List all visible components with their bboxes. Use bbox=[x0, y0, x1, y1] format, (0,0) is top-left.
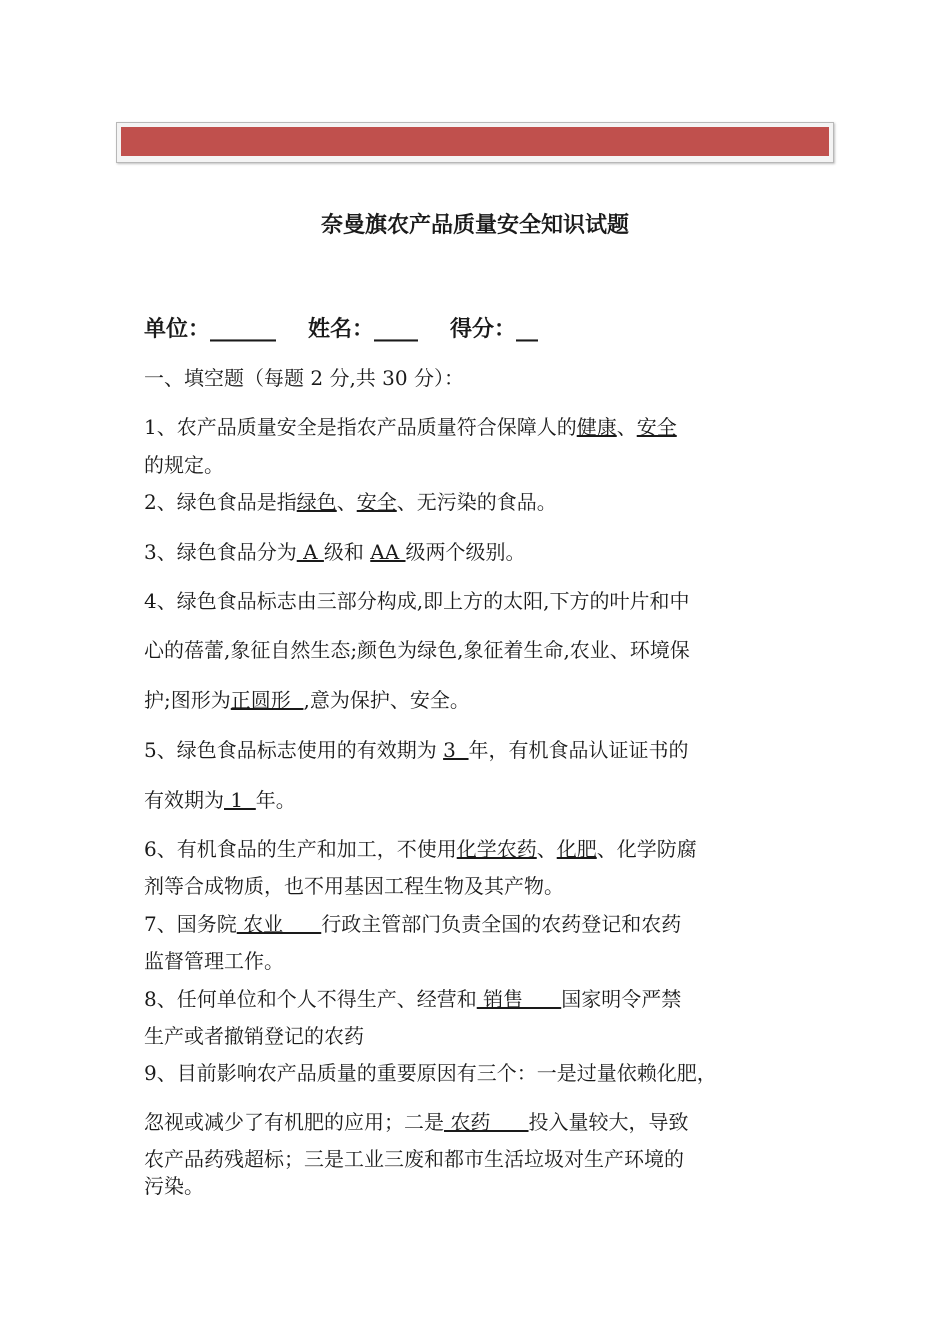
q3-sep: 级和 bbox=[323, 540, 371, 564]
q2-answer-1: 绿色 bbox=[296, 490, 337, 514]
question-5-line-1 bbox=[144, 734, 814, 763]
q1-text: 1、农产品质量安全是指农产品质量符合保障人的 bbox=[144, 415, 577, 439]
question-1 bbox=[144, 411, 814, 440]
question-4-line-3 bbox=[144, 684, 814, 713]
unit-label: 单位： bbox=[144, 317, 211, 342]
q8-answer: 销售 bbox=[476, 987, 562, 1011]
q5-mid: 年，有机食品认证证书的 bbox=[468, 738, 689, 762]
score-blank: __ bbox=[516, 317, 539, 342]
q2-text: 2、绿色食品是指 bbox=[144, 490, 297, 514]
q1-answer-2: 安全 bbox=[636, 415, 677, 439]
q7-tail: 行政主管部门负责全国的农药登记和农药 bbox=[321, 912, 682, 936]
page-title: 奈曼旗农产品质量安全知识试题 bbox=[320, 213, 629, 238]
question-9-line-1: 9、目前影响农产品质量的重要原因有三个：一是过量依赖化肥， bbox=[144, 1061, 717, 1085]
q3-tail: 级两个级别。 bbox=[405, 540, 526, 564]
q9-text: 忽视或减少了有机肥的应用；二是 bbox=[144, 1110, 444, 1134]
q8-tail: 国家明令严禁 bbox=[561, 987, 682, 1011]
question-1-cont: 的规定。 bbox=[144, 453, 224, 477]
question-3 bbox=[144, 536, 814, 565]
q4-text: 护;图形为 bbox=[144, 688, 231, 712]
q7-text: 7、国务院 bbox=[144, 912, 237, 936]
q5-text: 5、绿色食品标志使用的有效期为 bbox=[144, 738, 444, 762]
question-9-line-4: 污染。 bbox=[144, 1174, 204, 1198]
name-blank: ____ bbox=[374, 317, 419, 342]
question-7-line-2: 监督管理工作。 bbox=[144, 949, 284, 973]
q2-tail: 、无污染的食品。 bbox=[396, 490, 557, 514]
question-8-line-2: 生产或者撤销登记的农药 bbox=[144, 1024, 364, 1048]
question-4-line-1: 4、绿色食品标志由三部分构成,即上方的太阳,下方的叶片和中 bbox=[144, 589, 690, 613]
score-label: 得分： bbox=[450, 317, 517, 342]
q1-answer-1: 健康 bbox=[576, 415, 617, 439]
q8-text: 8、任何单位和个人不得生产、经营和 bbox=[144, 987, 477, 1011]
question-9-line-3: 农产品药残超标；三是工业三废和都市生活垃圾对生产环境的 bbox=[144, 1147, 684, 1171]
q5-text-2: 有效期为 bbox=[144, 788, 224, 812]
q3-answer-2: AA bbox=[370, 540, 406, 564]
question-2 bbox=[144, 486, 814, 515]
q2-sep: 、 bbox=[336, 490, 357, 514]
question-7-line-1 bbox=[144, 908, 814, 937]
question-5-line-2 bbox=[144, 784, 814, 813]
q4-tail: ,意为保护、安全。 bbox=[303, 688, 470, 712]
q9-answer: 农药 bbox=[444, 1110, 529, 1134]
unit-blank: ______ bbox=[210, 317, 277, 342]
q6-answer-2: 化肥 bbox=[556, 837, 597, 861]
q6-text: 6、有机食品的生产和加工，不使用 bbox=[144, 837, 457, 861]
name-label: 姓名： bbox=[308, 317, 375, 342]
header-banner-bar bbox=[121, 127, 829, 156]
q9-tail: 投入量较大，导致 bbox=[528, 1110, 689, 1134]
q3-text: 3、绿色食品分为 bbox=[144, 540, 297, 564]
q5-answer-2: 1 bbox=[224, 788, 256, 812]
q7-answer: 农业 bbox=[236, 912, 322, 936]
question-6-line-1 bbox=[144, 833, 814, 862]
q3-answer-1: A bbox=[296, 540, 324, 564]
q5-tail: 年。 bbox=[255, 788, 296, 812]
question-6-line-2: 剂等合成物质，也不用基因工程生物及其产物。 bbox=[144, 874, 564, 898]
question-4-line-2: 心的蓓蕾,象征自然生态;颜色为绿色,象征着生命,农业、环境保 bbox=[144, 638, 690, 662]
q2-answer-2: 安全 bbox=[356, 490, 397, 514]
section-heading: 一、填空题（每题 2 分,共 30 分）： bbox=[144, 366, 464, 390]
header-banner bbox=[116, 122, 834, 163]
question-8-line-1 bbox=[144, 983, 814, 1012]
q6-answer-1: 化学农药 bbox=[456, 837, 537, 861]
q6-tail: 、化学防腐 bbox=[596, 837, 697, 861]
q4-answer: 正圆形 bbox=[230, 688, 304, 712]
q1-sep: 、 bbox=[616, 415, 637, 439]
question-9-line-2 bbox=[144, 1106, 814, 1135]
info-line bbox=[144, 312, 814, 343]
q6-sep: 、 bbox=[536, 837, 557, 861]
q5-answer-1: 3 bbox=[443, 738, 469, 762]
